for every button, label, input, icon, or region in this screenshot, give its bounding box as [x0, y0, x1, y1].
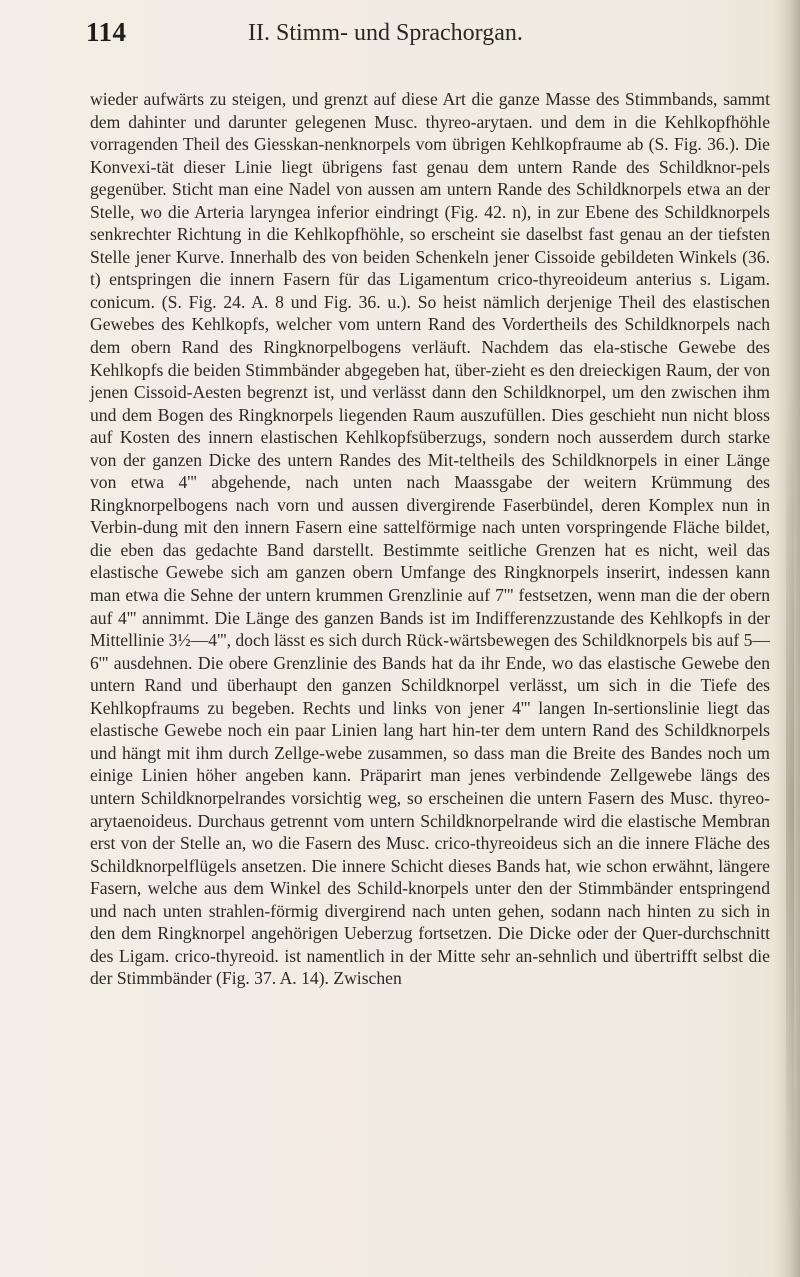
page-header — [86, 17, 766, 55]
page-binding-shadow — [786, 380, 794, 1240]
page-number: 114 — [86, 17, 127, 47]
running-head: II. Stimm- und Sprachorgan. — [248, 20, 523, 46]
body-paragraph: wieder aufwärts zu steigen, und grenzt auf diese Art die ganze Masse des Stimmbands, sammt dem dahinter und darunter gelegenen Musc. thyreo-arytaen. und dem in die Kehlkopfhöhle vorragenden Theil des Giesskan-nenknorpels vom übrigen Kehlkopfraume ab (S. Fig. 36.). Die Konvexi-tät dieser Linie liegt übrigens fast genau dem untern Rande des Schildknor-pels gegenüber. Sticht man eine Nadel von aussen am untern Rande des Schildknorpels etwa an der Stelle, wo die Arteria laryngea inferior eindringt (Fig. 42. n), in zur Ebene des Schildknorpels senkrechter Richtung in die Kehlkopfhöhle, so erscheint sie daselbst fast genau an der tiefsten Stelle jener Kurve. Innerhalb des von beiden Schenkeln jener Cissoide gebildeten Winkels (36. t) entspringen die innern Fasern für das Ligamentum crico-thyreoideum anterius s. Ligam. conicum. (S. Fig. 24. A. 8 und Fig. 36. u.). So heist nämlich derjenige Theil des elastischen Gewebes des Kehlkopfs, welcher vom untern Rand des Vordertheils des Schildknorpels nach dem obern Rand des Ringknorpelbogens verläuft. Nachdem das ela-stische Gewebe des Kehlkopfs die beiden Stimmbänder abgegeben hat, über-zieht es den dreieckigen Raum, der von jenen Cissoid-Aesten begrenzt ist, und verlässt dann den Schildknorpel, um den zwischen ihm und dem Bogen des Ringknorpels liegenden Raum auszufüllen. Dies geschieht nun nicht bloss auf Kosten des innern elastischen Kehlkopfsüberzugs, sondern noch ausserdem durch starke von der ganzen Dicke des untern Randes des Mit-teltheils des Schildknorpels in einer Länge von etwa 4''' abgehende, nach unten nach Maassgabe der weitern Krümmung des Ringknorpelbogens nach vorn und aussen divergirende Faserbündel, deren Komplex nun in Verbin-dung mit den innern Fasern eine sattelförmige nach unten vorspringende Fläche bildet, die eben das gedachte Band darstellt. Bestimmte seitliche Grenzen hat es nicht, weil das elastische Gewebe sich am ganzen obern Umfange des Ringknorpels inserirt, indessen kann man etwa die Sehne der untern krummen Grenzlinie auf 7''' festsetzen, wenn man die der obern auf 4''' annimmt. Die Länge des ganzen Bands ist im Indifferenzzustande des Kehlkopfs in der Mittellinie 3½—4''', doch lässt es sich durch Rück-wärtsbewegen des Schildknorpels bis auf 5—6''' ausdehnen. Die obere Grenzlinie des Bands hat da ihr Ende, wo das elastische Gewebe den untern Rand und überhaupt den ganzen Schildknorpel verlässt, um sich in die Tiefe des Kehlkopfraums zu begeben. Rechts und links von jener 4''' langen In-sertionslinie liegt das elastische Gewebe noch ein paar Linien lang hart hin-ter dem untern Rand des Schildknorpels und hängt mit ihm durch Zellge-webe zusammen, so dass man die Breite des Bandes noch um einige Linien höher angeben kann. Präparirt man jenes verbindende Zellgewebe längs des untern Schildknorpelrandes vorsichtig weg, so erscheinen die untern Fasern des Musc. thyreo-arytaenoideus. Durchaus getrennt vom untern Schildknorpelrande wird die elastische Membran erst von der Stelle an, wo die Fasern des Musc. crico-thyreoideus sich an die innere Fläche des Schildknorpelflügels ansetzen. Die innere Schicht dieses Bands hat, wie schon erwähnt, längere Fasern, welche aus dem Winkel des Schild-knorpels unter den der Stimmbänder entspringend und nach unten strahlen-förmig divergirend nach unten gehen, sodann nach hinten zu sich in den dem Ringknorpel angehörigen Ueberzug fortsetzen. Die Dicke oder der Quer-durchschnitt des Ligam. crico-thyreoid. ist namentlich in der Mitte sehr an-sehnlich und übertrifft selbst die der Stimmbänder (Fig. 37. A. 14). Zwischen — [90, 89, 770, 989]
